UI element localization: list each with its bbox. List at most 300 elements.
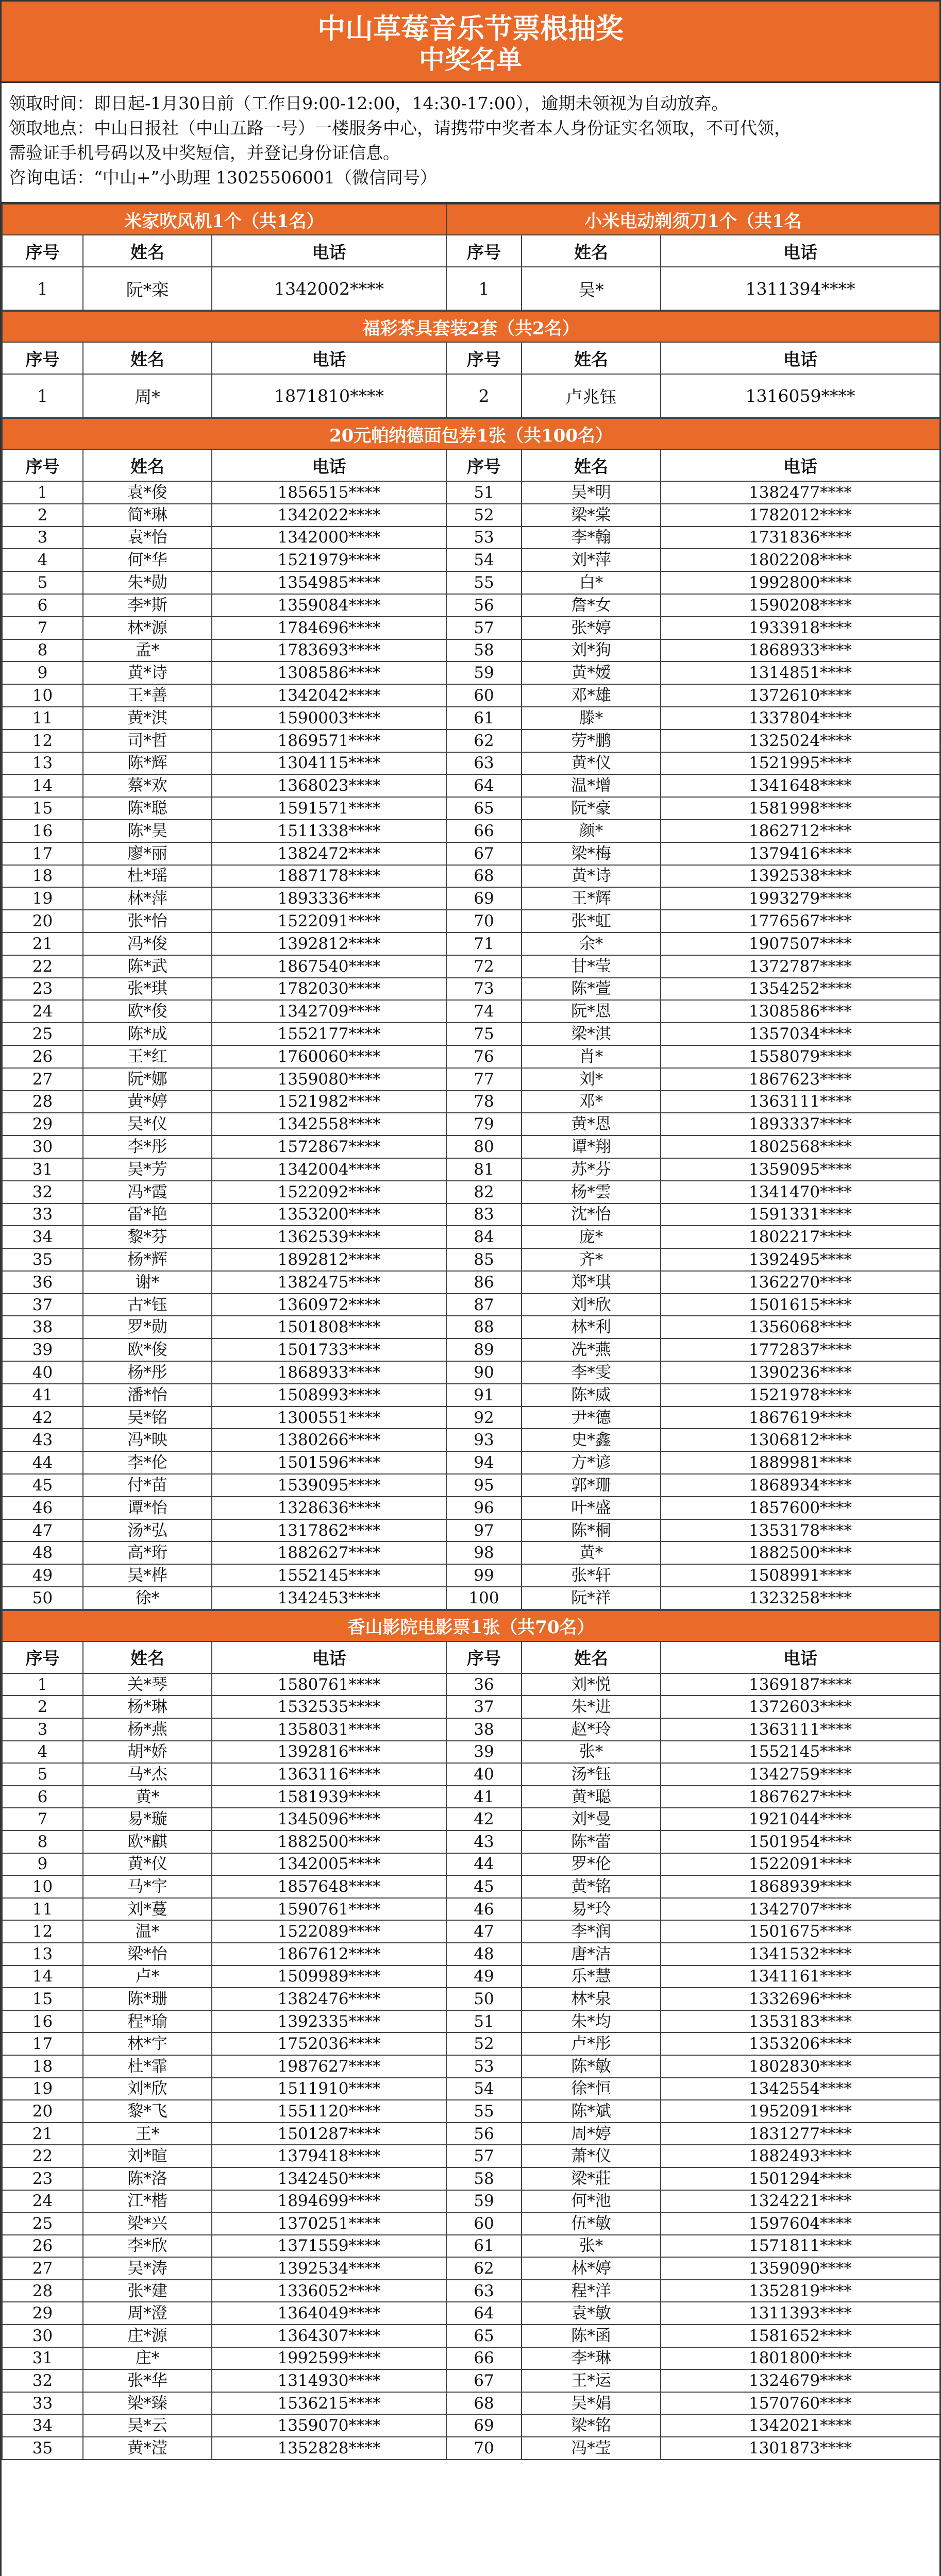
winner-name: 何*华 — [83, 549, 212, 571]
winner-no: 20 — [2, 2100, 83, 2123]
winner-no: 2 — [2, 504, 83, 527]
winner-no: 14 — [2, 774, 83, 797]
winner-no: 48 — [2, 1541, 83, 1564]
winner-name: 黄*仪 — [522, 752, 661, 775]
winner-phone: 1341648**** — [661, 774, 940, 797]
winner-name: 付*苗 — [83, 1474, 212, 1497]
winner-no: 60 — [446, 2212, 522, 2235]
winner-phone: 1536215**** — [212, 2392, 446, 2415]
winner-phone: 1867627**** — [661, 1786, 940, 1808]
col-header-phone: 电话 — [661, 342, 940, 374]
table-row — [2, 2100, 940, 2123]
winner-name: 易*玲 — [522, 1898, 661, 1921]
winner-phone: 1783693**** — [212, 639, 446, 662]
winner-phone: 1857600**** — [661, 1497, 940, 1519]
winner-phone: 1511338**** — [212, 820, 446, 842]
table-row — [2, 707, 940, 730]
winner-name: 劳*鹏 — [522, 730, 661, 752]
prize4-rows — [2, 1673, 940, 2460]
winner-name: 谭*翔 — [522, 1136, 661, 1158]
table-row — [2, 594, 940, 617]
table-row — [2, 374, 940, 417]
table-row — [2, 910, 940, 933]
winner-no: 61 — [446, 707, 522, 730]
table-row — [2, 1474, 940, 1497]
winner-phone: 1304115**** — [212, 752, 446, 775]
table-row — [2, 865, 940, 888]
winner-no: 51 — [446, 481, 522, 504]
winner-no: 94 — [446, 1451, 522, 1474]
winner-phone: 1342759**** — [661, 1763, 940, 1786]
winner-no: 51 — [446, 2010, 522, 2033]
winner-no: 52 — [446, 504, 522, 527]
winner-phone: 1342000**** — [212, 527, 446, 549]
winner-name: 刘*暄 — [83, 2145, 212, 2167]
winner-name: 袁*俊 — [83, 481, 212, 504]
winner-no: 25 — [2, 2212, 83, 2235]
winner-name: 冯*霞 — [83, 1181, 212, 1204]
winner-phone: 1359080**** — [212, 1068, 446, 1091]
winner-name: 梁*棠 — [522, 504, 661, 527]
winner-phone: 1590208**** — [661, 594, 940, 617]
winner-phone: 1521978**** — [661, 1384, 940, 1406]
winner-no: 42 — [446, 1808, 522, 1831]
winner-phone: 1508993**** — [212, 1384, 446, 1406]
winner-phone: 1324221**** — [661, 2190, 940, 2213]
winner-phone: 1379418**** — [212, 2145, 446, 2167]
winner-name: 袁*怡 — [83, 527, 212, 549]
winner-no: 24 — [2, 1000, 83, 1023]
winner-name: 张*华 — [83, 2369, 212, 2392]
winner-no: 40 — [2, 1361, 83, 1384]
winner-name: 杨*辉 — [83, 1248, 212, 1271]
winner-phone: 1887178**** — [212, 865, 446, 888]
winner-name: 吴*桦 — [83, 1564, 212, 1587]
winner-no: 59 — [446, 662, 522, 684]
winner-phone: 1392534**** — [212, 2257, 446, 2280]
winner-phone: 1353200**** — [212, 1204, 446, 1226]
winner-phone: 1337804**** — [661, 707, 940, 730]
winner-name: 潘*怡 — [83, 1384, 212, 1406]
table-row — [2, 1786, 940, 1808]
winner-phone: 1362270**** — [661, 1271, 940, 1294]
winner-no: 45 — [2, 1474, 83, 1497]
winner-no: 32 — [2, 1181, 83, 1204]
winner-phone: 1311394**** — [661, 267, 940, 310]
table-row — [2, 1361, 940, 1384]
winner-phone: 1341470**** — [661, 1181, 940, 1204]
winner-phone: 1354252**** — [661, 978, 940, 1001]
winner-phone: 1581939**** — [212, 1786, 446, 1808]
winner-name: 冯*映 — [83, 1429, 212, 1451]
col-header-no: 序号 — [2, 235, 83, 267]
winner-phone: 1894699**** — [212, 2190, 446, 2213]
winner-phone: 1760060**** — [212, 1045, 446, 1068]
winner-name: 罗*勋 — [83, 1316, 212, 1338]
winner-name: 陈*辉 — [83, 752, 212, 775]
winner-name: 赵*玲 — [522, 1718, 661, 1741]
winner-name: 陈*函 — [522, 2325, 661, 2347]
winner-name: 冼*燕 — [522, 1338, 661, 1361]
winner-phone: 1370251**** — [212, 2212, 446, 2235]
winner-name: 颜* — [522, 820, 661, 842]
prize3-title: 20元帕纳德面包券1张（共100名） — [2, 418, 940, 449]
winner-phone: 1782012**** — [661, 504, 940, 527]
winner-phone: 1782030**** — [212, 978, 446, 1001]
winner-no: 44 — [446, 1853, 522, 1876]
winner-name: 王*运 — [522, 2369, 661, 2392]
winner-no: 9 — [2, 662, 83, 684]
winner-no: 44 — [2, 1451, 83, 1474]
winner-no: 89 — [446, 1338, 522, 1361]
winner-phone: 1752036**** — [212, 2032, 446, 2055]
winner-no: 50 — [2, 1587, 83, 1609]
winner-phone: 1336052**** — [212, 2280, 446, 2302]
winner-phone: 1392816**** — [212, 1741, 446, 1764]
winner-name: 陈*萱 — [522, 978, 661, 1001]
table-row — [2, 1497, 940, 1519]
winner-no: 86 — [446, 1271, 522, 1294]
winner-phone: 1342450**** — [212, 2167, 446, 2190]
winner-no: 31 — [2, 2347, 83, 2370]
winner-phone: 1501733**** — [212, 1338, 446, 1361]
winner-no: 60 — [446, 684, 522, 707]
winner-phone: 1345096**** — [212, 1808, 446, 1831]
table-row — [2, 887, 940, 910]
winner-name: 李*琳 — [522, 2347, 661, 2370]
table-row — [2, 2123, 940, 2145]
winner-name: 温*增 — [522, 774, 661, 797]
winner-no: 24 — [2, 2190, 83, 2213]
winner-name: 汤*钰 — [522, 1763, 661, 1786]
table-row — [2, 2235, 940, 2258]
prize3-table — [2, 418, 940, 1610]
winner-name: 王*辉 — [522, 887, 661, 910]
winner-no: 38 — [2, 1316, 83, 1338]
winner-phone: 1359084**** — [212, 594, 446, 617]
winner-name: 马*杰 — [83, 1763, 212, 1786]
winner-no: 49 — [446, 1965, 522, 1988]
winner-phone: 1501675**** — [661, 1920, 940, 1943]
winner-no: 98 — [446, 1541, 522, 1564]
info-phone: 咨询电话：“中山+”小助理 13025506001（微信同号） — [9, 167, 437, 188]
winner-no: 4 — [2, 1741, 83, 1764]
winner-phone: 1521979**** — [212, 549, 446, 571]
winner-no: 3 — [2, 527, 83, 549]
winner-name: 司*哲 — [83, 730, 212, 752]
winner-no: 80 — [446, 1136, 522, 1158]
col-header-phone: 电话 — [661, 235, 940, 267]
winner-phone: 1590761**** — [212, 1898, 446, 1921]
winner-no: 22 — [2, 2145, 83, 2167]
winner-name: 陈*洛 — [83, 2167, 212, 2190]
table-row — [2, 1091, 940, 1113]
winner-phone: 1382477**** — [661, 481, 940, 504]
winner-name: 易*璇 — [83, 1808, 212, 1831]
winner-name: 陈*珊 — [83, 1988, 212, 2010]
winner-name: 陈*斌 — [522, 2100, 661, 2123]
winner-name: 卢* — [83, 1965, 212, 1988]
winner-name: 刘*欣 — [522, 1294, 661, 1316]
winner-no: 2 — [446, 374, 522, 417]
table-row — [2, 955, 940, 978]
winner-name: 朱*均 — [522, 2010, 661, 2033]
table-row — [2, 1248, 940, 1271]
winner-name: 李*润 — [522, 1920, 661, 1943]
winner-no: 47 — [446, 1920, 522, 1943]
winner-no: 46 — [446, 1898, 522, 1921]
winner-phone: 1323258**** — [661, 1587, 940, 1609]
winner-name: 梁*兴 — [83, 2212, 212, 2235]
winner-no: 36 — [2, 1271, 83, 1294]
col-header-no: 序号 — [446, 1641, 522, 1673]
winner-phone: 1359070**** — [212, 2414, 446, 2437]
winner-no: 58 — [446, 639, 522, 662]
winner-no: 10 — [2, 1875, 83, 1898]
winner-no: 33 — [2, 2392, 83, 2415]
winner-no: 76 — [446, 1045, 522, 1068]
winner-name: 谭*怡 — [83, 1497, 212, 1519]
winner-no: 69 — [446, 2414, 522, 2437]
winner-name: 黄*聪 — [522, 1786, 661, 1808]
winner-phone: 1316059**** — [661, 374, 940, 417]
winner-phone: 1522091**** — [661, 1853, 940, 1876]
winner-no: 12 — [2, 730, 83, 752]
winner-no: 75 — [446, 1023, 522, 1045]
winner-phone: 1802217**** — [661, 1226, 940, 1248]
winner-name: 阮*娜 — [83, 1068, 212, 1091]
winner-name: 史*鑫 — [522, 1429, 661, 1451]
winner-phone: 1362539**** — [212, 1226, 446, 1248]
winner-name: 刘* — [522, 1068, 661, 1091]
winner-phone: 1369187**** — [661, 1673, 940, 1696]
winner-no: 67 — [446, 2369, 522, 2392]
winner-name: 卢兆钰 — [522, 374, 661, 417]
winner-name: 李*欣 — [83, 2235, 212, 2258]
winner-phone: 1867619**** — [661, 1406, 940, 1429]
winner-no: 42 — [2, 1406, 83, 1429]
winner-phone: 1372787**** — [661, 955, 940, 978]
winner-phone: 1356068**** — [661, 1316, 940, 1338]
winner-name: 张* — [522, 2235, 661, 2258]
winner-no: 13 — [2, 752, 83, 775]
info-place-line1: 领取地点：中山日报社（中山五路一号）一楼服务中心，请携带中奖者本人身份证实名领取，不可代领， — [9, 118, 791, 138]
winner-name: 徐*恒 — [522, 2078, 661, 2100]
winner-name: 李*彤 — [83, 1136, 212, 1158]
winner-no: 36 — [446, 1673, 522, 1696]
winner-phone: 1342002**** — [212, 267, 446, 310]
winner-no: 7 — [2, 617, 83, 639]
winner-no: 12 — [2, 1920, 83, 1943]
winner-phone: 1893337**** — [661, 1113, 940, 1136]
col-header-name: 姓名 — [83, 1641, 212, 1673]
table-row — [2, 2414, 940, 2437]
winner-name: 白* — [522, 571, 661, 594]
winner-no: 22 — [2, 955, 83, 978]
winner-name: 周*澄 — [83, 2302, 212, 2325]
table-row — [2, 1541, 940, 1564]
winner-no: 64 — [446, 774, 522, 797]
winner-phone: 1801800**** — [661, 2347, 940, 2370]
winner-phone: 1731836**** — [661, 527, 940, 549]
winner-name: 吴*仪 — [83, 1113, 212, 1136]
winner-name: 周*婷 — [522, 2123, 661, 2145]
winner-name: 詹*女 — [522, 594, 661, 617]
winner-name: 黎*飞 — [83, 2100, 212, 2123]
col-header-phone: 电话 — [661, 1641, 940, 1673]
winner-name: 邓*雄 — [522, 684, 661, 707]
winner-name: 吴*芳 — [83, 1158, 212, 1181]
winner-no: 65 — [446, 2325, 522, 2347]
winner-no: 74 — [446, 1000, 522, 1023]
winner-no: 78 — [446, 1091, 522, 1113]
winner-phone: 1382475**** — [212, 1271, 446, 1294]
winner-phone: 1539095**** — [212, 1474, 446, 1497]
winner-name: 黄*仪 — [83, 1853, 212, 1876]
winner-phone: 1552177**** — [212, 1023, 446, 1045]
winner-name: 关*琴 — [83, 1673, 212, 1696]
winner-phone: 1314851**** — [661, 662, 940, 684]
winner-no: 21 — [2, 2123, 83, 2145]
winner-name: 梁*铭 — [522, 2414, 661, 2437]
winner-phone: 1570760**** — [661, 2392, 940, 2415]
winner-no: 30 — [2, 1136, 83, 1158]
winner-name: 方*谚 — [522, 1451, 661, 1474]
winner-name: 廖*丽 — [83, 842, 212, 865]
winner-no: 18 — [2, 2055, 83, 2078]
table-row — [2, 1181, 940, 1204]
winner-no: 23 — [2, 2167, 83, 2190]
winner-name: 吴*娟 — [522, 2392, 661, 2415]
col-header-name: 姓名 — [83, 235, 212, 267]
winner-phone: 1501596**** — [212, 1451, 446, 1474]
winner-name: 梁*臻 — [83, 2392, 212, 2415]
prize2-table — [2, 311, 940, 418]
winner-no: 1 — [2, 267, 83, 310]
winner-phone: 1869571**** — [212, 730, 446, 752]
table-row — [2, 797, 940, 820]
table-row — [2, 730, 940, 752]
winner-no: 17 — [2, 2032, 83, 2055]
table-row — [2, 1113, 940, 1136]
winner-phone: 1522092**** — [212, 1181, 446, 1204]
winner-phone: 1308586**** — [661, 1000, 940, 1023]
winner-name: 伍*敏 — [522, 2212, 661, 2235]
winner-phone: 1581998**** — [661, 797, 940, 820]
winner-name: 刘*萍 — [522, 549, 661, 571]
winner-no: 93 — [446, 1429, 522, 1451]
winner-no: 69 — [446, 887, 522, 910]
winner-phone: 1508991**** — [661, 1564, 940, 1587]
winner-name: 吴*明 — [522, 481, 661, 504]
table-row — [2, 1023, 940, 1045]
winner-no: 27 — [2, 1068, 83, 1091]
winner-no: 43 — [2, 1429, 83, 1451]
winner-name: 阮*恩 — [522, 1000, 661, 1023]
winner-name: 李*雯 — [522, 1361, 661, 1384]
winner-phone: 1993279**** — [661, 887, 940, 910]
winner-no: 28 — [2, 2280, 83, 2302]
winner-name: 卢*彤 — [522, 2032, 661, 2055]
table-row — [2, 1384, 940, 1406]
winner-no: 18 — [2, 865, 83, 888]
winner-phone: 1325024**** — [661, 730, 940, 752]
col-header-name: 姓名 — [522, 449, 661, 481]
col-header-name: 姓名 — [522, 342, 661, 374]
prize4-title: 香山影院电影票1张（共70名） — [2, 1611, 940, 1641]
winner-phone: 1590003**** — [212, 707, 446, 730]
winner-name: 滕* — [522, 707, 661, 730]
winner-no: 53 — [446, 2055, 522, 2078]
winner-phone: 1933918**** — [661, 617, 940, 639]
winner-name: 黎*芬 — [83, 1226, 212, 1248]
prize1-left-title: 米家吹风机1个（共1名） — [2, 204, 446, 235]
table-row — [2, 2347, 940, 2370]
winner-no: 65 — [446, 797, 522, 820]
table-row — [2, 267, 940, 310]
winner-no: 63 — [446, 2280, 522, 2302]
winner-name: 袁*敏 — [522, 2302, 661, 2325]
winner-name: 罗*伦 — [522, 1853, 661, 1876]
winner-name: 周* — [83, 374, 212, 417]
winner-name: 马*宇 — [83, 1875, 212, 1898]
winner-name: 李*斯 — [83, 594, 212, 617]
winner-no: 8 — [2, 639, 83, 662]
winner-no: 47 — [2, 1519, 83, 1542]
winner-name: 李*翰 — [522, 527, 661, 549]
winner-name: 杜*瑶 — [83, 865, 212, 888]
winner-no: 21 — [2, 933, 83, 955]
winner-no: 9 — [2, 1853, 83, 1876]
col-header-no: 序号 — [2, 342, 83, 374]
winner-phone: 1363111**** — [661, 1718, 940, 1741]
winner-no: 97 — [446, 1519, 522, 1542]
info-block — [2, 83, 939, 204]
prize4-table — [2, 1610, 940, 2460]
winner-phone: 1521995**** — [661, 752, 940, 775]
winner-no: 1 — [2, 1673, 83, 1696]
winner-phone: 1342022**** — [212, 504, 446, 527]
winner-phone: 1509989**** — [212, 1965, 446, 1988]
table-row — [2, 842, 940, 865]
winner-no: 62 — [446, 2257, 522, 2280]
winner-no: 88 — [446, 1316, 522, 1338]
table-row — [2, 2032, 940, 2055]
winner-name: 张*婷 — [522, 617, 661, 639]
winner-name: 刘*悦 — [522, 1673, 661, 1696]
winner-no: 46 — [2, 1497, 83, 1519]
winner-phone: 1342004**** — [212, 1158, 446, 1181]
winner-name: 孟* — [83, 639, 212, 662]
winner-no: 48 — [446, 1943, 522, 1965]
winner-name: 庄*源 — [83, 2325, 212, 2347]
winner-no: 83 — [446, 1204, 522, 1226]
winner-no: 63 — [446, 752, 522, 775]
winner-name: 古*钰 — [83, 1294, 212, 1316]
col-header-name: 姓名 — [83, 449, 212, 481]
winner-name: 李*伦 — [83, 1451, 212, 1474]
winner-name: 王*善 — [83, 684, 212, 707]
col-header-name: 姓名 — [522, 235, 661, 267]
winner-no: 29 — [2, 1113, 83, 1136]
winner-phone: 1342709**** — [212, 1000, 446, 1023]
table-row — [2, 1808, 940, 1831]
winner-phone: 1868934**** — [661, 1474, 940, 1497]
winner-no: 56 — [446, 2123, 522, 2145]
winner-phone: 1352828**** — [212, 2437, 446, 2460]
col-header-phone: 电话 — [661, 449, 940, 481]
winner-name: 郑*琪 — [522, 1271, 661, 1294]
